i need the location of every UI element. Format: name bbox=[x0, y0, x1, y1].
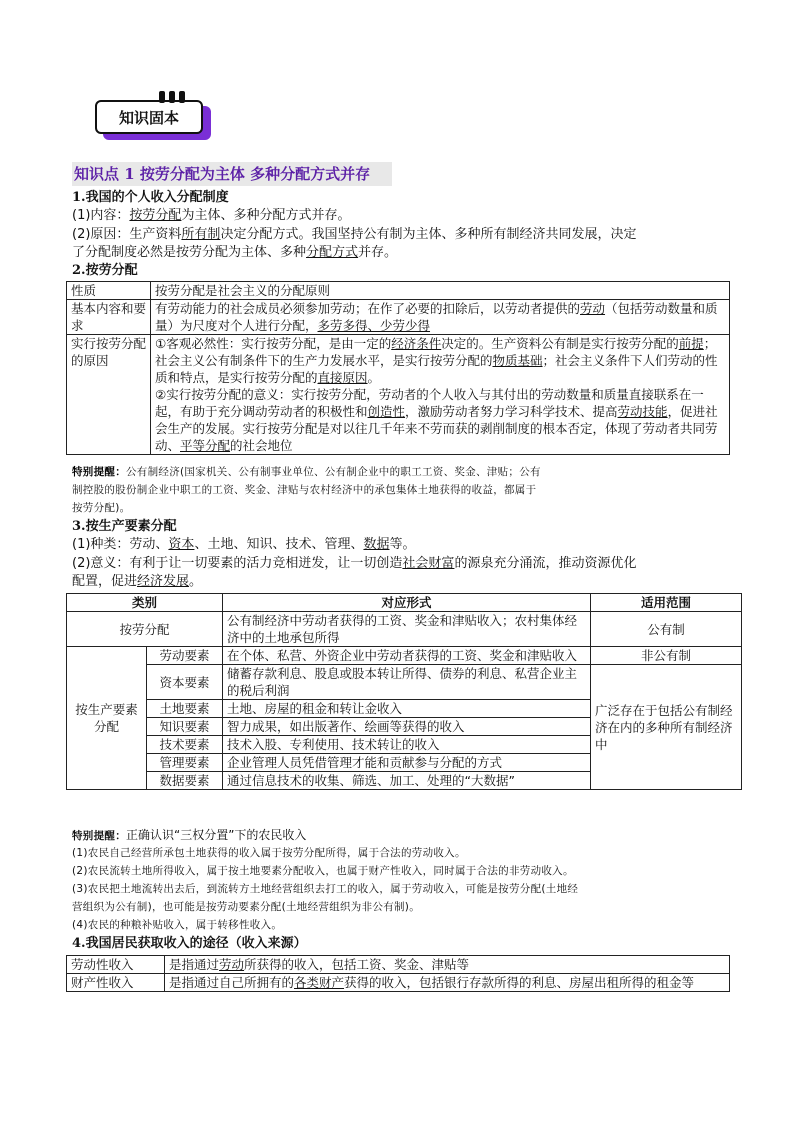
row-content bbox=[165, 956, 730, 974]
part4-heading: 4.我国居民获取收入的途径（收入来源） bbox=[72, 936, 307, 951]
paragraph bbox=[155, 386, 725, 454]
part3-meaning-line2 bbox=[72, 573, 202, 591]
table-row bbox=[67, 956, 730, 974]
form-cell: 技术入股、专利使用、技术转让的收入 bbox=[223, 736, 591, 754]
row-label: 财产性收入 bbox=[67, 974, 165, 992]
reminder-title bbox=[72, 826, 306, 845]
factor-name-cell: 数据要素 bbox=[147, 772, 223, 790]
underlined-term: 按劳分配 bbox=[129, 208, 182, 223]
paragraph bbox=[155, 335, 725, 386]
badge-notch bbox=[169, 91, 175, 103]
underlined-term: 劳动 bbox=[580, 301, 606, 316]
text: 、土地、知识、技术、管理、 bbox=[194, 537, 364, 552]
table-row bbox=[67, 335, 730, 455]
row-content bbox=[151, 300, 730, 335]
underlined-term: 经济条件 bbox=[391, 336, 442, 351]
factor-name-cell: 土地要素 bbox=[147, 700, 223, 718]
row-content bbox=[165, 974, 730, 992]
row-label: 性质 bbox=[67, 282, 151, 300]
factor-name-cell: 管理要素 bbox=[147, 754, 223, 772]
form-cell: 土地、房屋的租金和转让金收入 bbox=[223, 700, 591, 718]
reminder-label: 特别提醒： bbox=[72, 830, 126, 842]
part1-content bbox=[72, 207, 350, 225]
underlined-term: 物质基础 bbox=[492, 353, 543, 368]
reminder-line: 营组织为公有制)，也可能是按劳动要素分配(土地经营组织为非公有制)。 bbox=[72, 901, 420, 913]
text: 是指通过自己所拥有的 bbox=[169, 975, 295, 990]
reminder-line: (1)农民自己经营所承包土地获得的收入属于按劳分配所得，属于合法的劳动收入。 bbox=[72, 847, 466, 859]
underlined-term: 直接原因 bbox=[317, 370, 368, 385]
factor-name-cell: 劳动要素 bbox=[147, 647, 223, 665]
text: 的社会地位 bbox=[230, 438, 293, 453]
table-row bbox=[67, 300, 730, 335]
form-cell: 智力成果，如出版著作、绘画等获得的收入 bbox=[223, 718, 591, 736]
badge-notch bbox=[159, 91, 165, 103]
text: 决定分配方式。我国坚持公有制为主体、多种所有制经济共同发展，决定 bbox=[220, 227, 637, 242]
text: ，激励劳动者努力学习科学技术、提高 bbox=[405, 404, 618, 419]
underlined-term: 多劳多得、少劳少得 bbox=[317, 318, 431, 333]
scope-cell: 公有制 bbox=[591, 612, 742, 647]
underlined-term: 各类财产 bbox=[294, 975, 345, 990]
reminder-line: (2)农民流转土地所得收入，属于按土地要素分配收入，也属于财产性收入，同时属于合法的非劳动收入。 bbox=[72, 865, 574, 877]
part1-reason-line2 bbox=[72, 244, 397, 262]
text: (1)内容： bbox=[72, 208, 130, 223]
text: ，促进社会生产的发展。实行按劳分配是对以往几千年来不劳而获的剥削制度的根本否定，体现了劳动者共同劳动、 bbox=[155, 404, 718, 453]
underlined-term: 分配方式 bbox=[306, 245, 359, 260]
section-title: 知识点 1 按劳分配为主体 多种分配方式并存 bbox=[72, 162, 392, 186]
text: ②实行按劳分配的意义：实行按劳分配，劳动者的个人收入与其付出的劳动数量和质量直接联系在一起，有助于充分调动劳动者的积极性和 bbox=[155, 387, 704, 419]
part3-types bbox=[72, 536, 415, 554]
underlined-term: 创造性 bbox=[367, 404, 406, 419]
text: (2)原因：生产资料 bbox=[72, 227, 182, 242]
row-label: 劳动性收入 bbox=[67, 956, 165, 974]
text: 所获得的收入，包括工资、奖金、津贴等 bbox=[244, 957, 470, 972]
form-cell: 企业管理人员凭借管理才能和贡献参与分配的方式 bbox=[223, 754, 591, 772]
reminder-line: (3)农民把土地流转出去后，到流转方土地经营组织去打工的收入，属于劳动收入，可能是按劳分配(土地经 bbox=[72, 883, 579, 895]
reminder-line: 按劳分配)。 bbox=[72, 502, 131, 514]
factor-name-cell: 资本要素 bbox=[147, 665, 223, 700]
underlined-term: 平等分配 bbox=[180, 438, 231, 453]
form-cell: 公有制经济中劳动者获得的工资、奖金和津贴收入；农村集体经济中的土地承包所得 bbox=[223, 612, 591, 647]
underlined-term: 数据 bbox=[363, 537, 390, 552]
text: 公有制经济(国家机关、公有制事业单位、公有制企业中的职工工资、奖金、津贴；公有 bbox=[126, 466, 541, 478]
section-badge bbox=[95, 100, 213, 142]
table-header-row bbox=[67, 594, 742, 612]
part1-heading: 1.我国的个人收入分配制度 bbox=[72, 190, 229, 205]
text: 并存。 bbox=[358, 245, 398, 260]
row-content: 按劳分配是社会主义的分配原则 bbox=[151, 282, 730, 300]
text: ①客观必然性：实行按劳分配，是由一定的 bbox=[155, 336, 392, 351]
factor-distribution-table bbox=[66, 593, 742, 790]
text: (1)种类：劳动、 bbox=[72, 537, 169, 552]
text: ；社会主义公有制条件下的生产力发展水平，是实行按劳分配的 bbox=[155, 336, 717, 368]
column-header: 适用范围 bbox=[591, 594, 742, 612]
text: 决定的。生产资料公有制是实行按劳分配的 bbox=[441, 336, 679, 351]
reminder-line: 制控股的股份制企业中职工的工资、奖金、津贴与农村经济中的承包集体土地获得的收益，都属于 bbox=[72, 484, 537, 496]
text: ；社会主义条件下人们劳动的性质和特点，是实行按劳分配的 bbox=[155, 353, 718, 385]
form-cell: 通过信息技术的收集、筛选、加工、处理的“大数据” bbox=[223, 772, 591, 790]
row-label: 基本内容和要求 bbox=[67, 300, 151, 335]
text: 有劳动能力的社会成员必须参加劳动；在作了必要的扣除后，以劳动者提供的 bbox=[155, 301, 581, 316]
badge-label: 知识固本 bbox=[95, 100, 203, 134]
scope-cell: 广泛存在于包括公有制经济在内的多种所有制经济中 bbox=[591, 665, 742, 790]
text: 。 bbox=[367, 370, 381, 385]
labor-distribution-table bbox=[66, 281, 730, 455]
badge-notch bbox=[179, 91, 185, 103]
factor-name-cell: 知识要素 bbox=[147, 718, 223, 736]
table-row bbox=[67, 647, 742, 665]
underlined-term: 资本 bbox=[168, 537, 195, 552]
category-cell: 按劳分配 bbox=[67, 612, 223, 647]
underlined-term: 经济发展 bbox=[137, 574, 190, 589]
text: 配置，促进 bbox=[72, 574, 138, 589]
reminder-line bbox=[72, 464, 541, 481]
text: 等。 bbox=[389, 537, 416, 552]
part1-reason-line1 bbox=[72, 226, 636, 244]
table-row bbox=[67, 282, 730, 300]
underlined-term: 劳动 bbox=[219, 957, 245, 972]
text: 正确认识“三权分置”下的农民收入 bbox=[126, 828, 307, 842]
part3-heading: 3.按生产要素分配 bbox=[72, 519, 177, 534]
form-cell: 储蓄存款利息、股息或股本转让所得、债券的利息、私营企业主的税后利润 bbox=[223, 665, 591, 700]
text: 获得的收入，包括银行存款所得的利息、房屋出租所得的租金等 bbox=[344, 975, 695, 990]
underlined-term: 所有制 bbox=[181, 227, 221, 242]
column-header: 类别 bbox=[67, 594, 223, 612]
table-row bbox=[67, 612, 742, 647]
factor-name-cell: 技术要素 bbox=[147, 736, 223, 754]
reminder-label: 特别提醒： bbox=[72, 466, 126, 478]
scope-cell: 非公有制 bbox=[591, 647, 742, 665]
text: 是指通过 bbox=[169, 957, 220, 972]
underlined-term: 劳动技能 bbox=[617, 404, 668, 419]
form-cell: 在个体、私营、外资企业中劳动者获得的工资、奖金和津贴收入 bbox=[223, 647, 591, 665]
text: 。 bbox=[189, 574, 203, 589]
column-header: 对应形式 bbox=[223, 594, 591, 612]
text: （包括劳动数量和质量）为尺度对个人进行分配， bbox=[155, 301, 718, 333]
text: 为主体、多种分配方式并存。 bbox=[181, 208, 351, 223]
text: 的源泉充分涌流，推动资源优化 bbox=[454, 556, 637, 571]
row-label: 实行按劳分配的原因 bbox=[67, 335, 151, 455]
income-source-table bbox=[66, 955, 730, 992]
group-label-cell: 按生产要素分配 bbox=[67, 647, 147, 790]
reminder-line: (4)农民的种粮补贴收入，属于转移性收入。 bbox=[72, 919, 283, 931]
row-content bbox=[151, 335, 730, 455]
table-row bbox=[67, 665, 742, 700]
underlined-term: 前提 bbox=[678, 336, 704, 351]
text: (2)意义：有利于让一切要素的活力竞相迸发，让一切创造 bbox=[72, 556, 403, 571]
part2-heading: 2.按劳分配 bbox=[72, 263, 138, 278]
underlined-term: 社会财富 bbox=[402, 556, 455, 571]
text: 了分配制度必然是按劳分配为主体、多种 bbox=[72, 245, 307, 260]
part3-meaning-line1 bbox=[72, 555, 636, 573]
table-row bbox=[67, 974, 730, 992]
